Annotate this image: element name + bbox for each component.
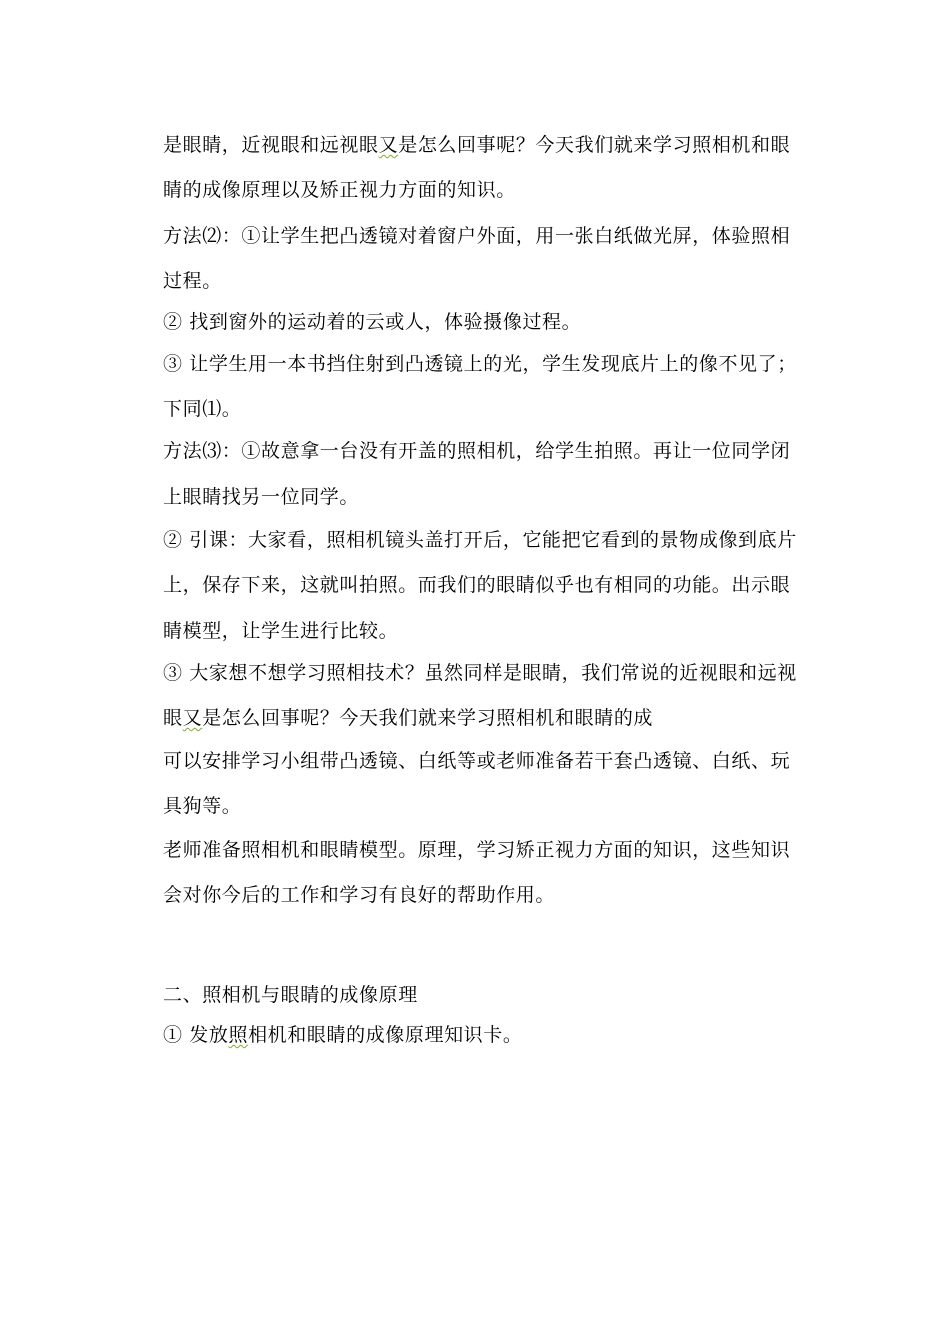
text-line-9: 上眼睛找另一位同学。 <box>163 486 360 508</box>
text-line-14: 眼又是怎么回事呢？今天我们就来学习照相机和眼睛的成 <box>163 707 654 729</box>
text-line-16: 具狗等。 <box>163 795 242 817</box>
text-line-2: 睛的成像原理以及矫正视力方面的知识。 <box>163 179 516 201</box>
section-heading: 二、照相机与眼睛的成像原理 <box>163 984 418 1006</box>
grammar-mark: 照 <box>228 1024 249 1046</box>
text-line-7: 下同⑴。 <box>163 398 242 420</box>
text-line-19: ① 发放照相机和眼睛的成像原理知识卡。 <box>163 1024 523 1046</box>
text-line-5: ② 找到窗外的运动着的云或人，体验摄像过程。 <box>163 311 582 333</box>
text-line-3: 方法⑵：①让学生把凸透镜对着窗户外面，用一张白纸做光屏，体验照相 <box>163 225 791 247</box>
text-line-10: ② 引课：大家看，照相机镜头盖打开后，它能把它看到的景物成像到底片 <box>163 529 797 551</box>
text-line-17: 老师准备照相机和眼睛模型。原理，学习矫正视力方面的知识，这些知识 <box>163 839 791 861</box>
grammar-mark: 又 <box>182 707 203 729</box>
text-line-13: ③ 大家想不想学习照相技术？虽然同样是眼睛，我们常说的近视眼和远视 <box>163 662 797 684</box>
text-line-12: 睛模型，让学生进行比较。 <box>163 620 399 642</box>
grammar-mark: 又 <box>378 134 399 156</box>
text-line-1: 是眼睛，近视眼和远视眼又是怎么回事呢？今天我们就来学习照相机和眼 <box>163 134 791 156</box>
text-line-18: 会对你今后的工作和学习有良好的帮助作用。 <box>163 884 556 906</box>
text-line-4: 过程。 <box>163 270 222 292</box>
text-line-8: 方法⑶：①故意拿一台没有开盖的照相机，给学生拍照。再让一位同学闭 <box>163 440 791 462</box>
text-line-11: 上，保存下来，这就叫拍照。而我们的眼睛似乎也有相同的功能。出示眼 <box>163 574 791 596</box>
text-line-15: 可以安排学习小组带凸透镜、白纸等或老师准备若干套凸透镜、白纸、玩 <box>163 750 791 772</box>
text-line-6: ③ 让学生用一本书挡住射到凸透镜上的光，学生发现底片上的像不见了； <box>163 353 797 375</box>
